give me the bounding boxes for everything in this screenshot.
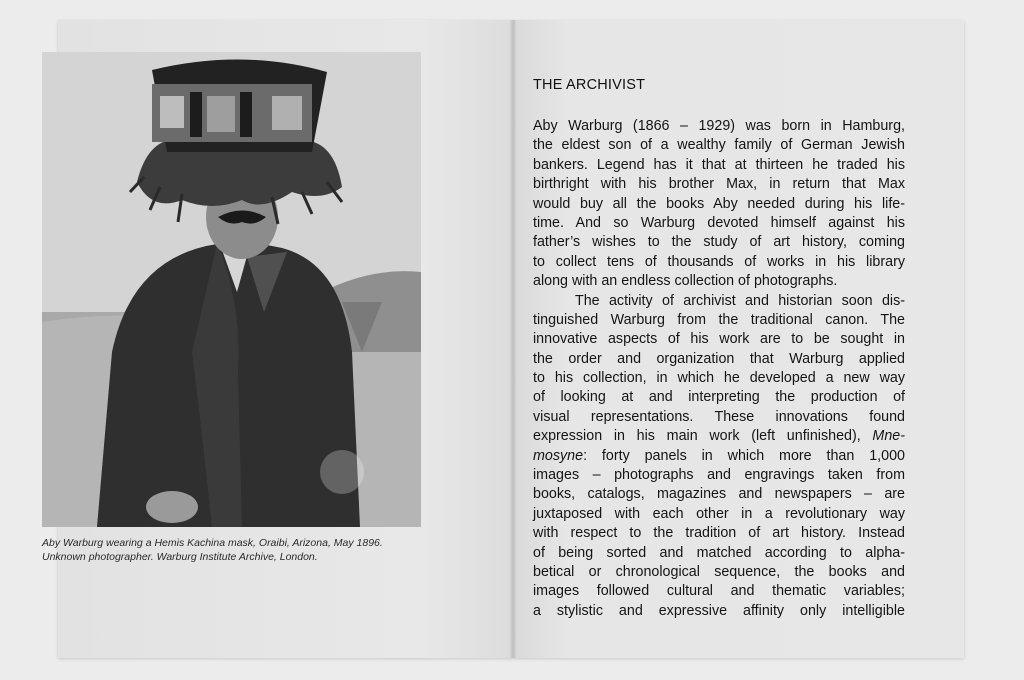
section-title: THE ARCHIVIST xyxy=(533,77,646,93)
text-fragment: expression in his main work (left unfinished), xyxy=(533,428,861,445)
text-line: books, catalogs, magazines and newspapers – are xyxy=(533,486,905,503)
work-title-part2: mosyne xyxy=(533,447,584,464)
text-line: to his collection, in which he developed a new way xyxy=(533,370,905,387)
text-line-with-title xyxy=(533,427,905,446)
body-text xyxy=(533,117,905,621)
gutter xyxy=(510,20,516,658)
text-line: of being sorted and matched according to alpha- xyxy=(533,544,905,561)
text-line: bankers. Legend has it that at thirteen he traded his xyxy=(533,156,905,173)
text-line: would buy all the books Aby needed during his life- xyxy=(533,195,905,212)
text-line: of looking at and interpreting the production of xyxy=(533,389,905,406)
text-line: time. And so Warburg devoted himself against his xyxy=(533,214,905,231)
text-line: a stylistic and expressive affinity only intelligible xyxy=(533,602,905,619)
text-fragment: : forty panels in which more than 1,000 xyxy=(583,447,905,464)
text-line: images followed cultural and thematic variables; xyxy=(533,583,905,600)
text-line: images – photographs and engravings taken from xyxy=(533,467,905,484)
text-line: innovative aspects of his work are to be sought in xyxy=(533,331,905,348)
text-line: tinguished Warburg from the traditional canon. The xyxy=(533,311,905,328)
caption-line: Unknown photographer. Warburg Institute Archive, London. xyxy=(42,551,318,563)
text-line: betical or chronological sequence, the books and xyxy=(533,563,905,580)
work-title-part1: Mne- xyxy=(872,428,905,445)
text-line: with respect to the tradition of art history. Instead xyxy=(533,525,905,542)
portrait-photo xyxy=(42,52,421,527)
text-line: birthright with his brother Max, in return that Max xyxy=(533,176,905,193)
photo-caption xyxy=(42,536,442,564)
text-line: father’s wishes to the study of art history, coming xyxy=(533,234,905,251)
caption-line: Aby Warburg wearing a Hemis Kachina mask, Oraibi, Arizona, May 1896. xyxy=(42,537,383,549)
text-line: Aby Warburg (1866 – 1929) was born in Hamburg, xyxy=(533,118,905,134)
text-line: the order and organization that Warburg applied xyxy=(533,350,905,367)
text-line: The activity of archivist and historian soon dis- xyxy=(575,292,905,309)
text-line: along with an endless collection of photographs. xyxy=(533,273,838,290)
text-line: the eldest son of a wealthy family of German Jewish xyxy=(533,137,905,154)
text-line: visual representations. These innovations found xyxy=(533,408,905,425)
text-line: to collect tens of thousands of works in his library xyxy=(533,253,905,270)
text-line-with-title xyxy=(533,447,905,466)
text-line: juxtaposed with each other in a revolutionary way xyxy=(533,505,905,522)
